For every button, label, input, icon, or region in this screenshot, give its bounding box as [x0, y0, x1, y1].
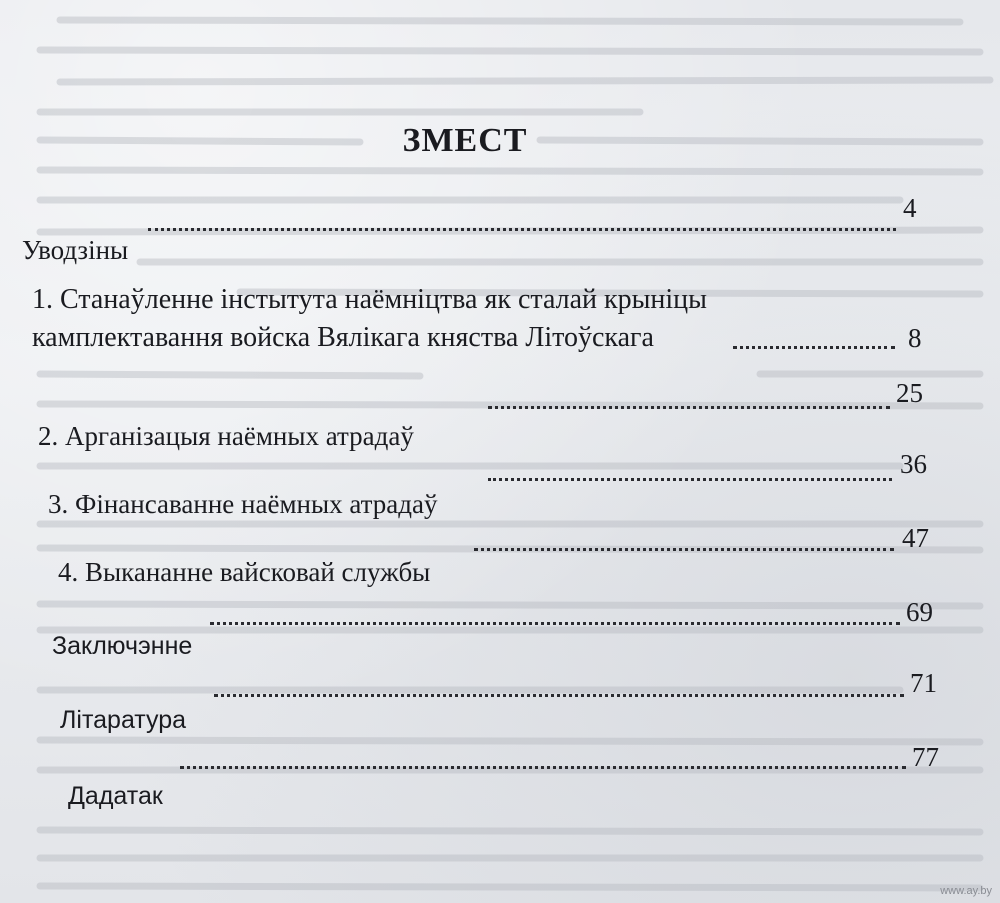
toc-leader-dots	[733, 346, 895, 349]
toc-page-number: 71	[910, 668, 937, 698]
toc-title: ЗМЕСТ	[402, 122, 528, 159]
toc-page-number: 47	[902, 523, 929, 553]
toc-entry-label: 2. Арганізацыя наёмных атрадаў	[38, 421, 414, 451]
site-watermark: www.ay.by	[940, 885, 992, 897]
toc-leader-dots	[488, 406, 890, 409]
toc-page-number: 77	[912, 742, 939, 772]
toc-entry-label: Заключэнне	[52, 632, 193, 660]
toc-page-number: 8	[908, 323, 922, 353]
toc-entry-label: 4. Выкананне вайсковай службы	[58, 557, 431, 587]
toc-leader-dots	[214, 694, 904, 697]
toc-entry-label: Уводзіны	[22, 235, 129, 265]
toc-page-number: 25	[896, 378, 923, 408]
toc-entry-label-line-2: камплектавання войска Вялікага княства Літоўскага	[32, 322, 654, 353]
toc-entry-label: Дадатак	[68, 782, 163, 810]
toc-entry-label-line-1: 1. Станаўленне інстытута наёмніцтва як сталай крыніцы	[32, 284, 707, 315]
toc-leader-dots	[148, 228, 896, 231]
toc-leader-dots	[474, 548, 894, 551]
toc-leader-dots	[488, 478, 892, 481]
toc-page-number: 4	[903, 193, 917, 223]
toc-leader-dots	[210, 622, 900, 625]
toc-page-number: 36	[900, 449, 927, 479]
toc-entry-label: 3. Фінансаванне наёмных атрадаў	[48, 489, 438, 519]
toc-leader-dots	[180, 766, 906, 769]
toc-page-number: 69	[906, 597, 933, 627]
toc-entry-label: Літаратура	[60, 706, 187, 734]
